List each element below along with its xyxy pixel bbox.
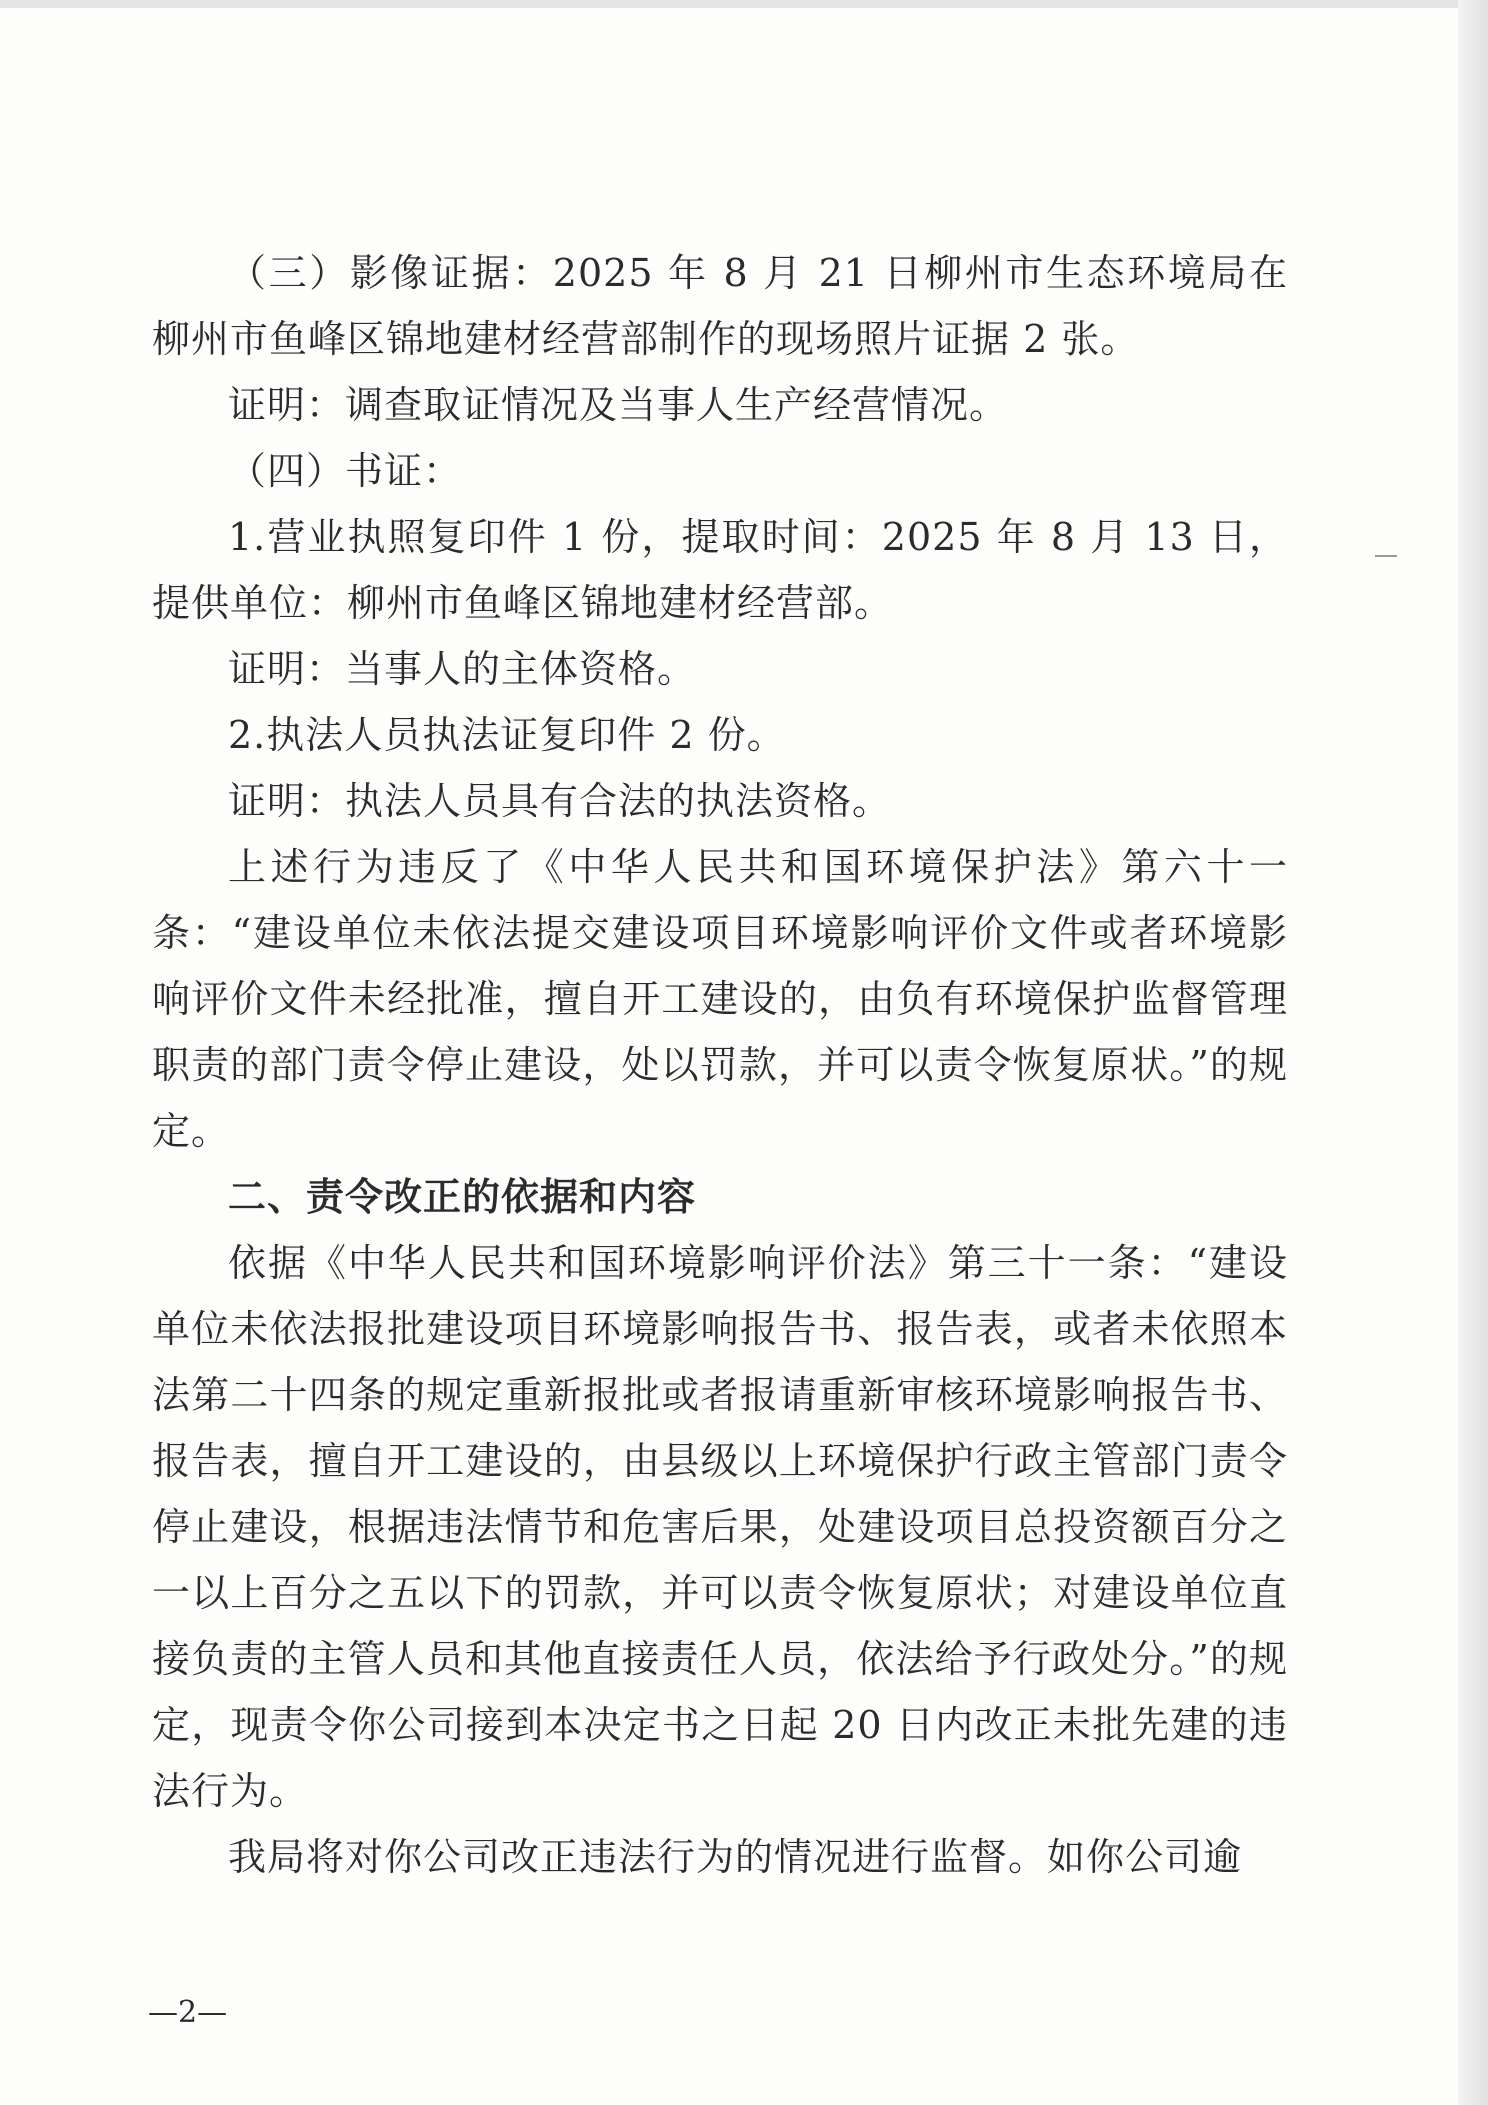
violation-paragraph: 上述行为违反了《中华人民共和国环境保护法》第六十一条：“建设单位未依法提交建设项目环境影响评价文件或者环境影响评价文件未经批准，擅自开工建设的，由负有环境保护监督管理职责的部门责令停止建设，处以罚款，并可以责令恢复原状。”的规定。 — [152, 845, 1288, 1153]
evidence-paragraph-4: （四）书证： — [228, 449, 463, 493]
evidence-paragraph-3: （三）影像证据：2025 年 8 月 21 日柳州市生态环境局在柳州市鱼峰区锦地建材经营部制作的现场照片证据 2 张。 — [152, 251, 1288, 361]
supervision-paragraph: 我局将对你公司改正违法行为的情况进行监督。如你公司逾 — [228, 1835, 1243, 1879]
proof-item-4-1: 证明：当事人的主体资格。 — [228, 647, 697, 691]
evidence-item-4-2: 2.执法人员执法证复印件 2 份。 — [228, 713, 786, 757]
document-body — [152, 240, 1288, 1890]
proof-paragraph-3: 证明：调查取证情况及当事人生产经营情况。 — [228, 383, 1009, 427]
scan-mark — [1375, 555, 1397, 557]
evidence-item-4-1: 1.营业执照复印件 1 份，提取时间：2025 年 8 月 13 日，提供单位：柳州市鱼峰区锦地建材经营部。 — [152, 515, 1288, 625]
legal-basis-paragraph: 依据《中华人民共和国环境影响评价法》第三十一条：“建设单位未依法报批建设项目环境影响报告书、报告表，或者未依照本法第二十四条的规定重新报批或者报请重新审核环境影响报告书、报告表，擅自开工建设的，由县级以上环境保护行政主管部门责令停止建设，根据违法情节和危害后果，处建设项目总投资额百分之一以上百分之五以下的罚款，并可以责令恢复原状；对建设单位直接负责的主管人员和其他直接责任人员，依法给予行政处分。”的规定，现责令你公司接到本决定书之日起 20 日内改正未批先建的违法行为。 — [152, 1241, 1288, 1813]
scan-edge-top — [0, 0, 1488, 8]
scan-edge-right — [1458, 0, 1488, 2105]
page-number: —2— — [148, 1995, 228, 2030]
proof-item-4-2: 证明：执法人员具有合法的执法资格。 — [228, 779, 892, 823]
section-heading: 二、责令改正的依据和内容 — [228, 1175, 697, 1219]
